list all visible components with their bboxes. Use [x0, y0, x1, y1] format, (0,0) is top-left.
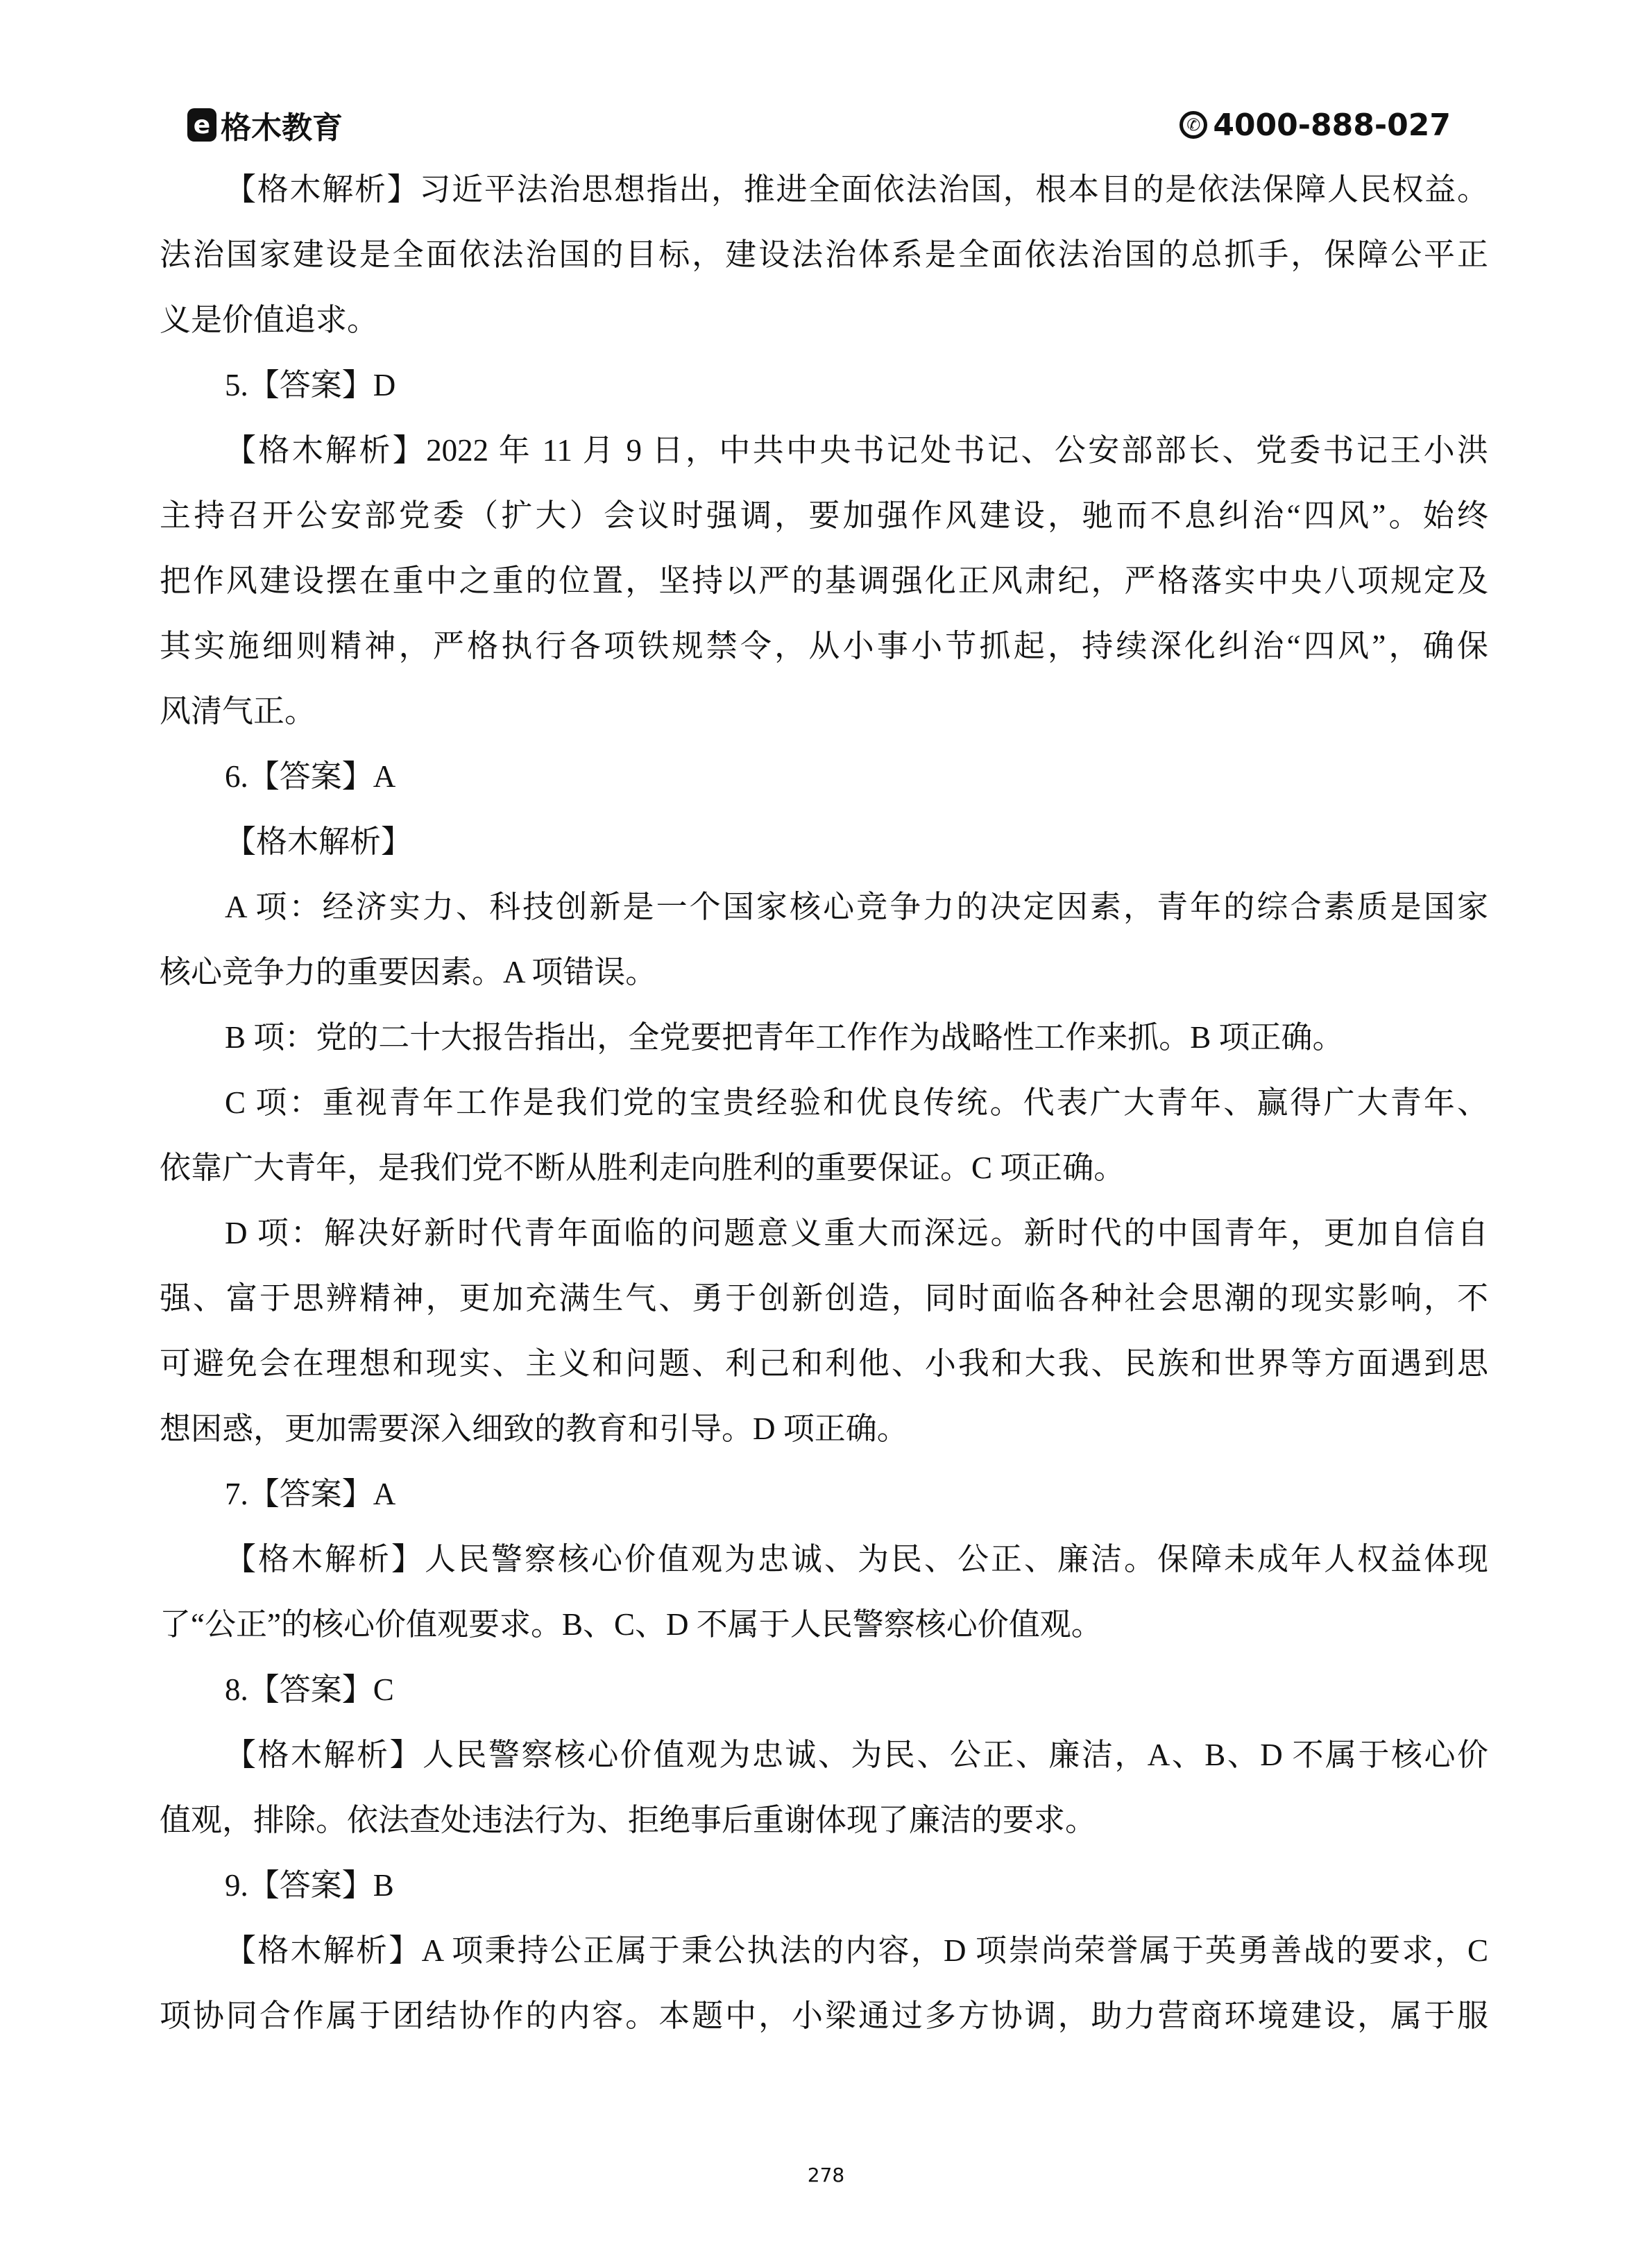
text-line: 风清气正。 [160, 694, 316, 729]
text-line: 其实施细则精神，严格执行各项铁规禁令，从小事小节抓起，持续深化纠治“四风”，确保 [160, 629, 1488, 663]
text-line: 核心竞争力的重要因素。A 项错误。 [160, 955, 657, 990]
text-line: 把作风建设摆在重中之重的位置，坚持以严的基调强化正风肃纪，严格落实中央八项规定及 [160, 563, 1488, 598]
text-line: 【格木解析】习近平法治思想指出，推进全面依法治国，根本目的是依法保障人民权益。 [225, 172, 1488, 207]
page-number: 278 [807, 2164, 845, 2186]
paragraph [160, 1527, 1488, 1657]
paragraph [160, 744, 1488, 809]
text-line: 【格木解析】 [225, 824, 413, 859]
text-line: 9.【答案】B [225, 1868, 394, 1903]
paragraph [160, 1853, 1488, 1918]
paragraph [160, 1070, 1488, 1200]
paragraph [160, 1918, 1488, 2048]
text-line: 【格木解析】2022 年 11 月 9 日，中共中央书记处书记、公安部部长、党委书记王小洪 [225, 433, 1488, 468]
text-line: 项协同合作属于团结协作的内容。本题中，小梁通过多方协调，助力营商环境建设，属于服 [160, 1998, 1488, 2033]
logo-icon: e [187, 108, 216, 142]
paragraph [160, 353, 1488, 418]
text-line: 【格木解析】A 项秉持公正属于秉公执法的内容，D 项崇尚荣誉属于英勇善战的要求，C [225, 1933, 1488, 1968]
text-line: 想困惑，更加需要深入细致的教育和引导。D 项正确。 [160, 1411, 908, 1446]
paragraph [160, 1200, 1488, 1461]
text-line: 【格木解析】人民警察核心价值观为忠诚、为民、公正、廉洁，A、B、D 不属于核心价 [225, 1738, 1488, 1772]
paragraph [160, 418, 1488, 744]
text-line: 8.【答案】C [225, 1672, 394, 1707]
phone-contact [1180, 108, 1451, 143]
paragraph [160, 157, 1488, 353]
text-line: 5.【答案】D [225, 368, 396, 402]
text-line: 法治国家建设是全面依法治国的目标，建设法治体系是全面依法治国的总抓手，保障公平正 [160, 237, 1488, 272]
text-line: 主持召开公安部党委（扩大）会议时强调，要加强作风建设，驰而不息纠治“四风”。始终 [160, 498, 1488, 533]
brand-logo [187, 103, 343, 147]
text-line: 可避免会在理想和现实、主义和问题、利己和利他、小我和大我、民族和世界等方面遇到思 [160, 1346, 1488, 1381]
phone-number: 4000-888-027 [1213, 107, 1451, 143]
document-body [160, 157, 1488, 2048]
page-header [187, 101, 1451, 149]
paragraph [160, 1722, 1488, 1853]
text-line: 依靠广大青年，是我们党不断从胜利走向胜利的重要保证。C 项正确。 [160, 1150, 1125, 1185]
paragraph [160, 1005, 1488, 1070]
text-line: 7.【答案】A [225, 1477, 396, 1511]
text-line: C 项：重视青年工作是我们党的宝贵经验和优良传统。代表广大青年、赢得广大青年、 [225, 1085, 1488, 1120]
text-line: 义是价值追求。 [160, 303, 379, 337]
text-line: 了“公正”的核心价值观要求。B、C、D 不属于人民警察核心价值观。 [160, 1607, 1102, 1642]
text-line: B 项：党的二十大报告指出，全党要把青年工作作为战略性工作来抓。B 项正确。 [225, 1020, 1344, 1055]
text-line: 值观，排除。依法查处违法行为、拒绝事后重谢体现了廉洁的要求。 [160, 1803, 1097, 1837]
paragraph [160, 809, 1488, 874]
text-line: 强、富于思辨精神，更加充满生气、勇于创新创造，同时面临各种社会思潮的现实影响，不 [160, 1281, 1488, 1316]
text-line: 6.【答案】A [225, 759, 396, 794]
brand-name: 格木教育 [221, 110, 343, 146]
text-line: A 项：经济实力、科技创新是一个国家核心竞争力的决定因素，青年的综合素质是国家 [225, 890, 1488, 924]
text-line: 【格木解析】人民警察核心价值观为忠诚、为民、公正、廉洁。保障未成年人权益体现 [225, 1542, 1488, 1577]
phone-icon: ✆ [1180, 111, 1207, 139]
paragraph [160, 1461, 1488, 1527]
paragraph [160, 874, 1488, 1005]
text-line: D 项：解决好新时代青年面临的问题意义重大而深远。新时代的中国青年，更加自信自 [225, 1216, 1488, 1250]
paragraph [160, 1657, 1488, 1722]
